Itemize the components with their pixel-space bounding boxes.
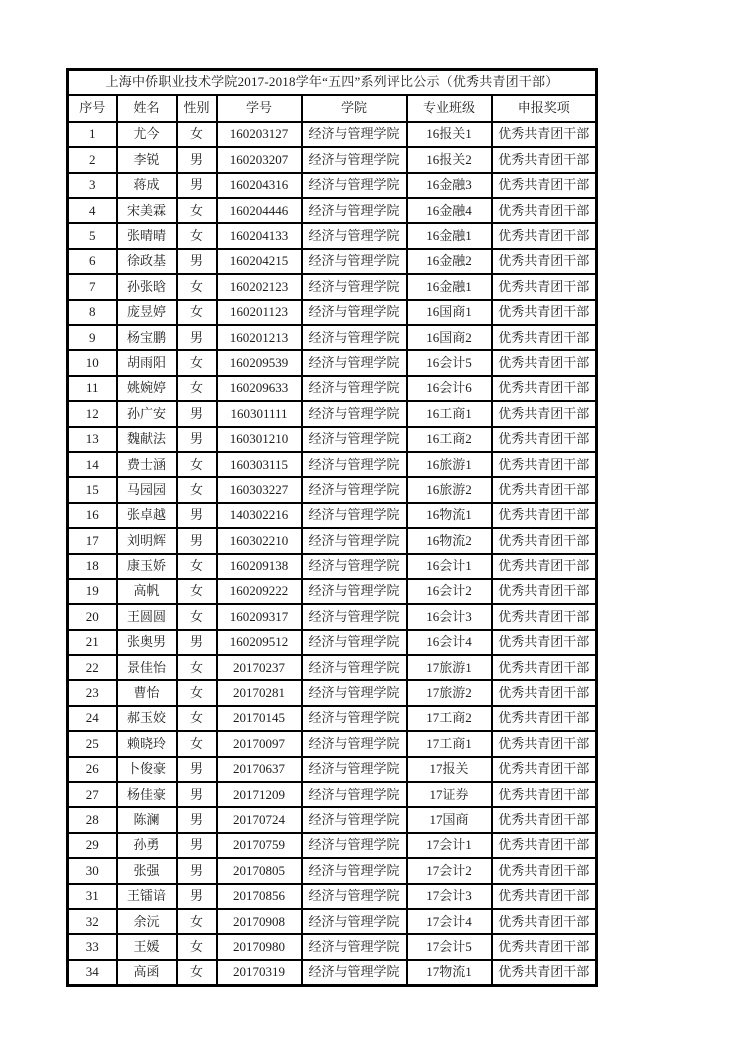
- table-cell: 经济与管理学院: [302, 858, 407, 883]
- table-body: [68, 122, 597, 985]
- table-cell: 17工商1: [407, 731, 492, 756]
- table-cell: 女: [177, 680, 217, 705]
- table-cell: 男: [177, 782, 217, 807]
- table-cell: 经济与管理学院: [302, 427, 407, 452]
- table-cell: 16报关1: [407, 122, 492, 147]
- table-cell: 18: [68, 554, 117, 579]
- table-cell: 160209222: [217, 579, 302, 604]
- table-cell: 经济与管理学院: [302, 807, 407, 832]
- table-cell: 男: [177, 528, 217, 553]
- table-cell: 经济与管理学院: [302, 401, 407, 426]
- table-cell: 17物流1: [407, 960, 492, 985]
- table-cell: 男: [177, 858, 217, 883]
- table-cell: 160202123: [217, 274, 302, 299]
- table-row: [68, 503, 597, 528]
- table-cell: 经济与管理学院: [302, 731, 407, 756]
- table-cell: 16会计4: [407, 630, 492, 655]
- table-cell: 13: [68, 427, 117, 452]
- table-cell: 张奥男: [117, 630, 177, 655]
- table-cell: 女: [177, 706, 217, 731]
- table-cell: 女: [177, 604, 217, 629]
- table-cell: 经济与管理学院: [302, 477, 407, 502]
- table-cell: 优秀共青团干部: [492, 147, 597, 172]
- table-row: [68, 884, 597, 909]
- table-cell: 优秀共青团干部: [492, 300, 597, 325]
- table-row: [68, 376, 597, 401]
- table-cell: 160209138: [217, 554, 302, 579]
- table-cell: 160204446: [217, 198, 302, 223]
- table-cell: 20170908: [217, 909, 302, 934]
- table-cell: 孙广安: [117, 401, 177, 426]
- table-cell: 经济与管理学院: [302, 147, 407, 172]
- table-cell: 赖晓玲: [117, 731, 177, 756]
- table-cell: 17: [68, 528, 117, 553]
- table-cell: 曹怡: [117, 680, 177, 705]
- table-row: [68, 680, 597, 705]
- table-cell: 16会计3: [407, 604, 492, 629]
- table-cell: 6: [68, 249, 117, 274]
- table-cell: 优秀共青团干部: [492, 350, 597, 375]
- table-cell: 优秀共青团干部: [492, 427, 597, 452]
- table-cell: 优秀共青团干部: [492, 376, 597, 401]
- table-cell: 34: [68, 960, 117, 985]
- table-cell: 王媛: [117, 934, 177, 959]
- table-cell: 尤今: [117, 122, 177, 147]
- table-row: [68, 300, 597, 325]
- table-row: [68, 147, 597, 172]
- table-cell: 9: [68, 325, 117, 350]
- table-cell: 27: [68, 782, 117, 807]
- table-cell: 25: [68, 731, 117, 756]
- column-header-0: 序号: [68, 95, 117, 122]
- table-cell: 经济与管理学院: [302, 960, 407, 985]
- table-cell: 经济与管理学院: [302, 300, 407, 325]
- table-cell: 经济与管理学院: [302, 325, 407, 350]
- table-cell: 20170145: [217, 706, 302, 731]
- table-cell: 男: [177, 173, 217, 198]
- table-cell: 李锐: [117, 147, 177, 172]
- table-cell: 优秀共青团干部: [492, 807, 597, 832]
- table-row: [68, 934, 597, 959]
- table-row: [68, 782, 597, 807]
- table-cell: 经济与管理学院: [302, 223, 407, 248]
- table-cell: 20170980: [217, 934, 302, 959]
- table-cell: 17会计3: [407, 884, 492, 909]
- table-cell: 费士涵: [117, 452, 177, 477]
- table-row: [68, 401, 597, 426]
- table-cell: 男: [177, 503, 217, 528]
- table-cell: 32: [68, 909, 117, 934]
- table-cell: 优秀共青团干部: [492, 223, 597, 248]
- table-cell: 160209317: [217, 604, 302, 629]
- table-row: [68, 274, 597, 299]
- table-cell: 优秀共青团干部: [492, 554, 597, 579]
- table-cell: 11: [68, 376, 117, 401]
- table-cell: 16工商2: [407, 427, 492, 452]
- table-cell: 16金融1: [407, 223, 492, 248]
- table-cell: 男: [177, 325, 217, 350]
- table-cell: 女: [177, 274, 217, 299]
- table-cell: 17会计2: [407, 858, 492, 883]
- table-cell: 7: [68, 274, 117, 299]
- table-cell: 优秀共青团干部: [492, 503, 597, 528]
- table-cell: 男: [177, 807, 217, 832]
- table-cell: 优秀共青团干部: [492, 757, 597, 782]
- table-cell: 女: [177, 554, 217, 579]
- table-row: [68, 477, 597, 502]
- table-cell: 王镭谙: [117, 884, 177, 909]
- table-cell: 优秀共青团干部: [492, 325, 597, 350]
- table-cell: 17国商: [407, 807, 492, 832]
- table-row: [68, 198, 597, 223]
- table-cell: 160204316: [217, 173, 302, 198]
- table-row: [68, 452, 597, 477]
- column-header-1: 姓名: [117, 95, 177, 122]
- table-row: [68, 579, 597, 604]
- table-cell: 140302216: [217, 503, 302, 528]
- table-cell: 优秀共青团干部: [492, 274, 597, 299]
- table-row: [68, 909, 597, 934]
- table-cell: 经济与管理学院: [302, 554, 407, 579]
- table-cell: 3: [68, 173, 117, 198]
- table-cell: 16: [68, 503, 117, 528]
- table-cell: 女: [177, 452, 217, 477]
- table-cell: 20170097: [217, 731, 302, 756]
- table-cell: 23: [68, 680, 117, 705]
- table-cell: 16会计5: [407, 350, 492, 375]
- column-header-6: 申报奖项: [492, 95, 597, 122]
- table-cell: 经济与管理学院: [302, 884, 407, 909]
- table-cell: 女: [177, 960, 217, 985]
- table-row: [68, 427, 597, 452]
- table-cell: 经济与管理学院: [302, 503, 407, 528]
- table-row: [68, 350, 597, 375]
- table-cell: 经济与管理学院: [302, 376, 407, 401]
- table-cell: 经济与管理学院: [302, 934, 407, 959]
- table-cell: 17会计5: [407, 934, 492, 959]
- table-cell: 张卓越: [117, 503, 177, 528]
- table-cell: 女: [177, 477, 217, 502]
- table-cell: 160303115: [217, 452, 302, 477]
- table-cell: 景佳怡: [117, 655, 177, 680]
- table-cell: 经济与管理学院: [302, 579, 407, 604]
- table-cell: 男: [177, 630, 217, 655]
- award-roster-table: [66, 68, 598, 987]
- table-cell: 16物流2: [407, 528, 492, 553]
- table-row: [68, 706, 597, 731]
- table-cell: 16旅游2: [407, 477, 492, 502]
- table-cell: 160301210: [217, 427, 302, 452]
- table-cell: 孙勇: [117, 833, 177, 858]
- table-cell: 19: [68, 579, 117, 604]
- table-row: [68, 173, 597, 198]
- table-cell: 优秀共青团干部: [492, 706, 597, 731]
- table-cell: 孙张晗: [117, 274, 177, 299]
- table-cell: 男: [177, 757, 217, 782]
- table-cell: 优秀共青团干部: [492, 579, 597, 604]
- table-cell: 26: [68, 757, 117, 782]
- table-cell: 22: [68, 655, 117, 680]
- table-cell: 14: [68, 452, 117, 477]
- table-cell: 女: [177, 376, 217, 401]
- table-cell: 卜俊豪: [117, 757, 177, 782]
- table-cell: 经济与管理学院: [302, 350, 407, 375]
- table-cell: 16金融3: [407, 173, 492, 198]
- table-cell: 经济与管理学院: [302, 528, 407, 553]
- table-row: [68, 604, 597, 629]
- table-cell: 优秀共青团干部: [492, 782, 597, 807]
- table-cell: 16金融2: [407, 249, 492, 274]
- document-sheet: [66, 68, 595, 987]
- table-cell: 马园园: [117, 477, 177, 502]
- table-cell: 16会计6: [407, 376, 492, 401]
- table-cell: 女: [177, 909, 217, 934]
- table-cell: 经济与管理学院: [302, 452, 407, 477]
- table-cell: 10: [68, 350, 117, 375]
- column-header-3: 学号: [217, 95, 302, 122]
- table-cell: 张强: [117, 858, 177, 883]
- table-cell: 160201123: [217, 300, 302, 325]
- table-cell: 21: [68, 630, 117, 655]
- table-cell: 优秀共青团干部: [492, 909, 597, 934]
- table-cell: 20170319: [217, 960, 302, 985]
- table-cell: 优秀共青团干部: [492, 833, 597, 858]
- table-cell: 王圆圆: [117, 604, 177, 629]
- table-cell: 160203207: [217, 147, 302, 172]
- table-cell: 男: [177, 401, 217, 426]
- table-cell: 16旅游1: [407, 452, 492, 477]
- header-row: [68, 95, 597, 122]
- table-cell: 1: [68, 122, 117, 147]
- table-cell: 优秀共青团干部: [492, 401, 597, 426]
- table-cell: 经济与管理学院: [302, 173, 407, 198]
- table-cell: 经济与管理学院: [302, 833, 407, 858]
- table-cell: 优秀共青团干部: [492, 934, 597, 959]
- table-cell: 160201213: [217, 325, 302, 350]
- table-cell: 16金融1: [407, 274, 492, 299]
- table-cell: 5: [68, 223, 117, 248]
- table-cell: 陈澜: [117, 807, 177, 832]
- table-cell: 优秀共青团干部: [492, 960, 597, 985]
- table-row: [68, 325, 597, 350]
- table-row: [68, 122, 597, 147]
- table-cell: 庞昱婷: [117, 300, 177, 325]
- table-cell: 蒋成: [117, 173, 177, 198]
- table-cell: 28: [68, 807, 117, 832]
- table-row: [68, 960, 597, 985]
- table-cell: 20170724: [217, 807, 302, 832]
- table-cell: 经济与管理学院: [302, 655, 407, 680]
- table-cell: 女: [177, 198, 217, 223]
- table-cell: 16会计1: [407, 554, 492, 579]
- table-cell: 经济与管理学院: [302, 782, 407, 807]
- table-cell: 16国商2: [407, 325, 492, 350]
- table-cell: 张晴晴: [117, 223, 177, 248]
- title-row: [68, 70, 597, 95]
- table-cell: 男: [177, 884, 217, 909]
- table-cell: 17会计1: [407, 833, 492, 858]
- table-cell: 33: [68, 934, 117, 959]
- table-cell: 优秀共青团干部: [492, 858, 597, 883]
- table-cell: 优秀共青团干部: [492, 249, 597, 274]
- table-cell: 160204215: [217, 249, 302, 274]
- table-cell: 高帆: [117, 579, 177, 604]
- table-cell: 郝玉姣: [117, 706, 177, 731]
- table-cell: 160301111: [217, 401, 302, 426]
- table-cell: 优秀共青团干部: [492, 477, 597, 502]
- table-row: [68, 630, 597, 655]
- table-cell: 16金融4: [407, 198, 492, 223]
- table-cell: 优秀共青团干部: [492, 198, 597, 223]
- table-row: [68, 554, 597, 579]
- table-row: [68, 655, 597, 680]
- table-cell: 男: [177, 249, 217, 274]
- table-cell: 余沅: [117, 909, 177, 934]
- table-cell: 17会计4: [407, 909, 492, 934]
- table-cell: 优秀共青团干部: [492, 680, 597, 705]
- table-cell: 魏献法: [117, 427, 177, 452]
- table-cell: 20170856: [217, 884, 302, 909]
- table-cell: 160203127: [217, 122, 302, 147]
- table-cell: 20170637: [217, 757, 302, 782]
- table-cell: 姚婉婷: [117, 376, 177, 401]
- table-cell: 17旅游1: [407, 655, 492, 680]
- table-cell: 20170281: [217, 680, 302, 705]
- table-cell: 160204133: [217, 223, 302, 248]
- table-cell: 经济与管理学院: [302, 198, 407, 223]
- table-row: [68, 731, 597, 756]
- table-cell: 160209512: [217, 630, 302, 655]
- table-row: [68, 223, 597, 248]
- table-cell: 29: [68, 833, 117, 858]
- table-row: [68, 858, 597, 883]
- table-cell: 经济与管理学院: [302, 909, 407, 934]
- table-cell: 优秀共青团干部: [492, 884, 597, 909]
- table-cell: 16会计2: [407, 579, 492, 604]
- table-cell: 经济与管理学院: [302, 274, 407, 299]
- table-cell: 20170237: [217, 655, 302, 680]
- table-cell: 经济与管理学院: [302, 630, 407, 655]
- table-cell: 160302210: [217, 528, 302, 553]
- table-cell: 17工商2: [407, 706, 492, 731]
- table-cell: 15: [68, 477, 117, 502]
- table-cell: 20170759: [217, 833, 302, 858]
- column-header-4: 学院: [302, 95, 407, 122]
- table-cell: 160209539: [217, 350, 302, 375]
- table-cell: 高函: [117, 960, 177, 985]
- table-cell: 30: [68, 858, 117, 883]
- table-row: [68, 807, 597, 832]
- table-cell: 优秀共青团干部: [492, 630, 597, 655]
- table-cell: 经济与管理学院: [302, 604, 407, 629]
- table-cell: 16工商1: [407, 401, 492, 426]
- table-cell: 17证券: [407, 782, 492, 807]
- table-cell: 经济与管理学院: [302, 680, 407, 705]
- table-cell: 31: [68, 884, 117, 909]
- table-cell: 经济与管理学院: [302, 122, 407, 147]
- table-cell: 女: [177, 223, 217, 248]
- table-cell: 女: [177, 655, 217, 680]
- table-cell: 男: [177, 833, 217, 858]
- table-cell: 12: [68, 401, 117, 426]
- table-cell: 20170805: [217, 858, 302, 883]
- table-cell: 优秀共青团干部: [492, 731, 597, 756]
- table-cell: 刘明辉: [117, 528, 177, 553]
- table-cell: 2: [68, 147, 117, 172]
- table-cell: 女: [177, 350, 217, 375]
- table-cell: 16报关2: [407, 147, 492, 172]
- table-cell: 杨宝鹏: [117, 325, 177, 350]
- table-title: 上海中侨职业技术学院2017-2018学年“五四”系列评比公示（优秀共青团干部）: [68, 70, 597, 95]
- table-cell: 女: [177, 731, 217, 756]
- table-cell: 优秀共青团干部: [492, 452, 597, 477]
- table-cell: 优秀共青团干部: [492, 528, 597, 553]
- table-cell: 24: [68, 706, 117, 731]
- table-cell: 优秀共青团干部: [492, 655, 597, 680]
- table-row: [68, 528, 597, 553]
- table-cell: 16物流1: [407, 503, 492, 528]
- table-cell: 20171209: [217, 782, 302, 807]
- table-cell: 20: [68, 604, 117, 629]
- table-cell: 17旅游2: [407, 680, 492, 705]
- table-cell: 8: [68, 300, 117, 325]
- table-cell: 徐政基: [117, 249, 177, 274]
- column-header-5: 专业班级: [407, 95, 492, 122]
- table-cell: 160303227: [217, 477, 302, 502]
- table-cell: 优秀共青团干部: [492, 122, 597, 147]
- table-cell: 16国商1: [407, 300, 492, 325]
- table-row: [68, 249, 597, 274]
- table-cell: 160209633: [217, 376, 302, 401]
- table-cell: 男: [177, 427, 217, 452]
- table-cell: 宋美霖: [117, 198, 177, 223]
- table-cell: 经济与管理学院: [302, 249, 407, 274]
- table-cell: 男: [177, 147, 217, 172]
- table-cell: 经济与管理学院: [302, 757, 407, 782]
- table-cell: 17报关: [407, 757, 492, 782]
- table-row: [68, 757, 597, 782]
- table-cell: 女: [177, 934, 217, 959]
- table-cell: 女: [177, 579, 217, 604]
- table-cell: 胡雨阳: [117, 350, 177, 375]
- table-cell: 女: [177, 300, 217, 325]
- table-row: [68, 833, 597, 858]
- table-cell: 女: [177, 122, 217, 147]
- table-cell: 杨佳豪: [117, 782, 177, 807]
- column-header-2: 性别: [177, 95, 217, 122]
- table-cell: 经济与管理学院: [302, 706, 407, 731]
- table-cell: 优秀共青团干部: [492, 604, 597, 629]
- table-cell: 康玉娇: [117, 554, 177, 579]
- table-cell: 4: [68, 198, 117, 223]
- table-cell: 优秀共青团干部: [492, 173, 597, 198]
